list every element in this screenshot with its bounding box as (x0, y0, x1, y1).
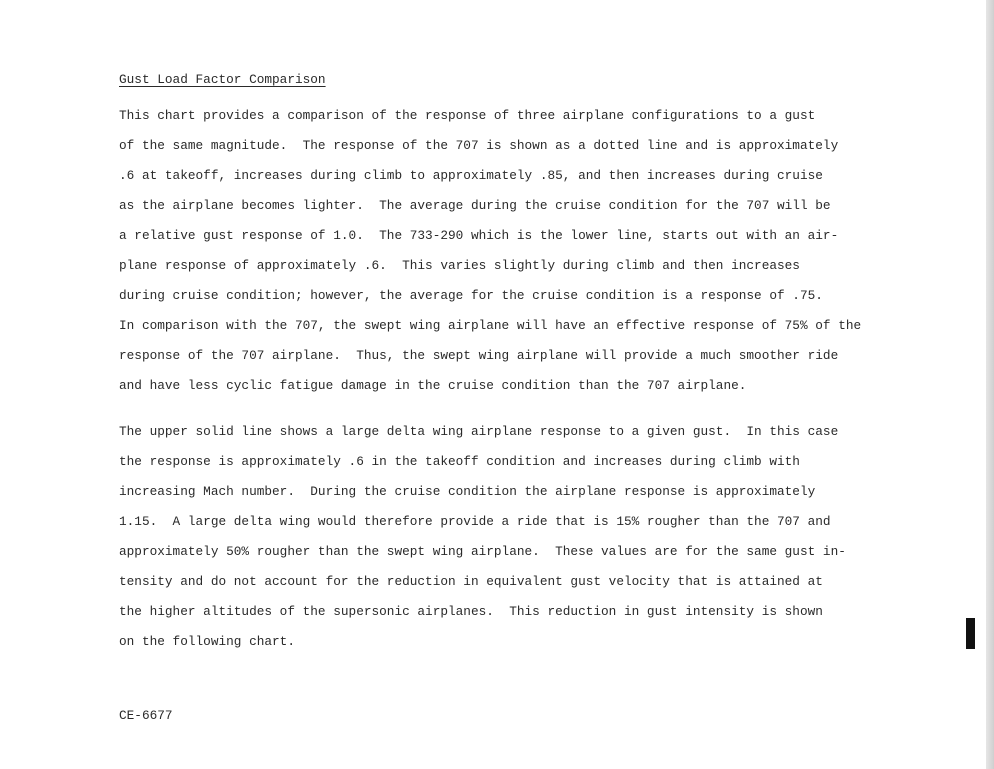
paragraph-1-line: plane response of approximately .6. This varies slightly during climb and then increases (119, 258, 800, 273)
scan-edge (986, 0, 994, 769)
paragraph-2-line: on the following chart. (119, 634, 295, 649)
document-title: Gust Load Factor Comparison (119, 72, 326, 87)
footer-code: CE-6677 (119, 708, 173, 723)
paragraph-2-line: 1.15. A large delta wing would therefore provide a ride that is 15% rougher than the 707 and (119, 514, 831, 529)
paragraph-2-line: The upper solid line shows a large delta wing airplane response to a given gust. In this case (119, 424, 839, 439)
paragraph-1-line: a relative gust response of 1.0. The 733-290 which is the lower line, starts out with an air- (119, 228, 839, 243)
paragraph-2-line: approximately 50% rougher than the swept wing airplane. These values are for the same gust in- (119, 544, 846, 559)
paragraph-2-line: the response is approximately .6 in the takeoff condition and increases during climb with (119, 454, 800, 469)
paragraph-1-line: during cruise condition; however, the average for the cruise condition is a response of .75. (119, 288, 823, 303)
scan-registration-mark (966, 618, 975, 649)
paragraph-2-line: increasing Mach number. During the cruise condition the airplane response is approximately (119, 484, 816, 499)
paragraph-1-line: This chart provides a comparison of the response of three airplane configurations to a gust (119, 108, 816, 123)
paragraph-1-line: .6 at takeoff, increases during climb to approximately .85, and then increases during cruise (119, 168, 823, 183)
paragraph-1-line: as the airplane becomes lighter. The average during the cruise condition for the 707 will be (119, 198, 831, 213)
paragraph-1-line: response of the 707 airplane. Thus, the swept wing airplane will provide a much smoother ride (119, 348, 839, 363)
paragraph-1-line: In comparison with the 707, the swept wing airplane will have an effective response of 75% of the (119, 318, 862, 333)
paragraph-1-line: of the same magnitude. The response of the 707 is shown as a dotted line and is approximately (119, 138, 839, 153)
paragraph-1-line: and have less cyclic fatigue damage in the cruise condition than the 707 airplane. (119, 378, 747, 393)
paragraph-2-line: tensity and do not account for the reduction in equivalent gust velocity that is attained at (119, 574, 823, 589)
paragraph-2-line: the higher altitudes of the supersonic airplanes. This reduction in gust intensity is shown (119, 604, 823, 619)
